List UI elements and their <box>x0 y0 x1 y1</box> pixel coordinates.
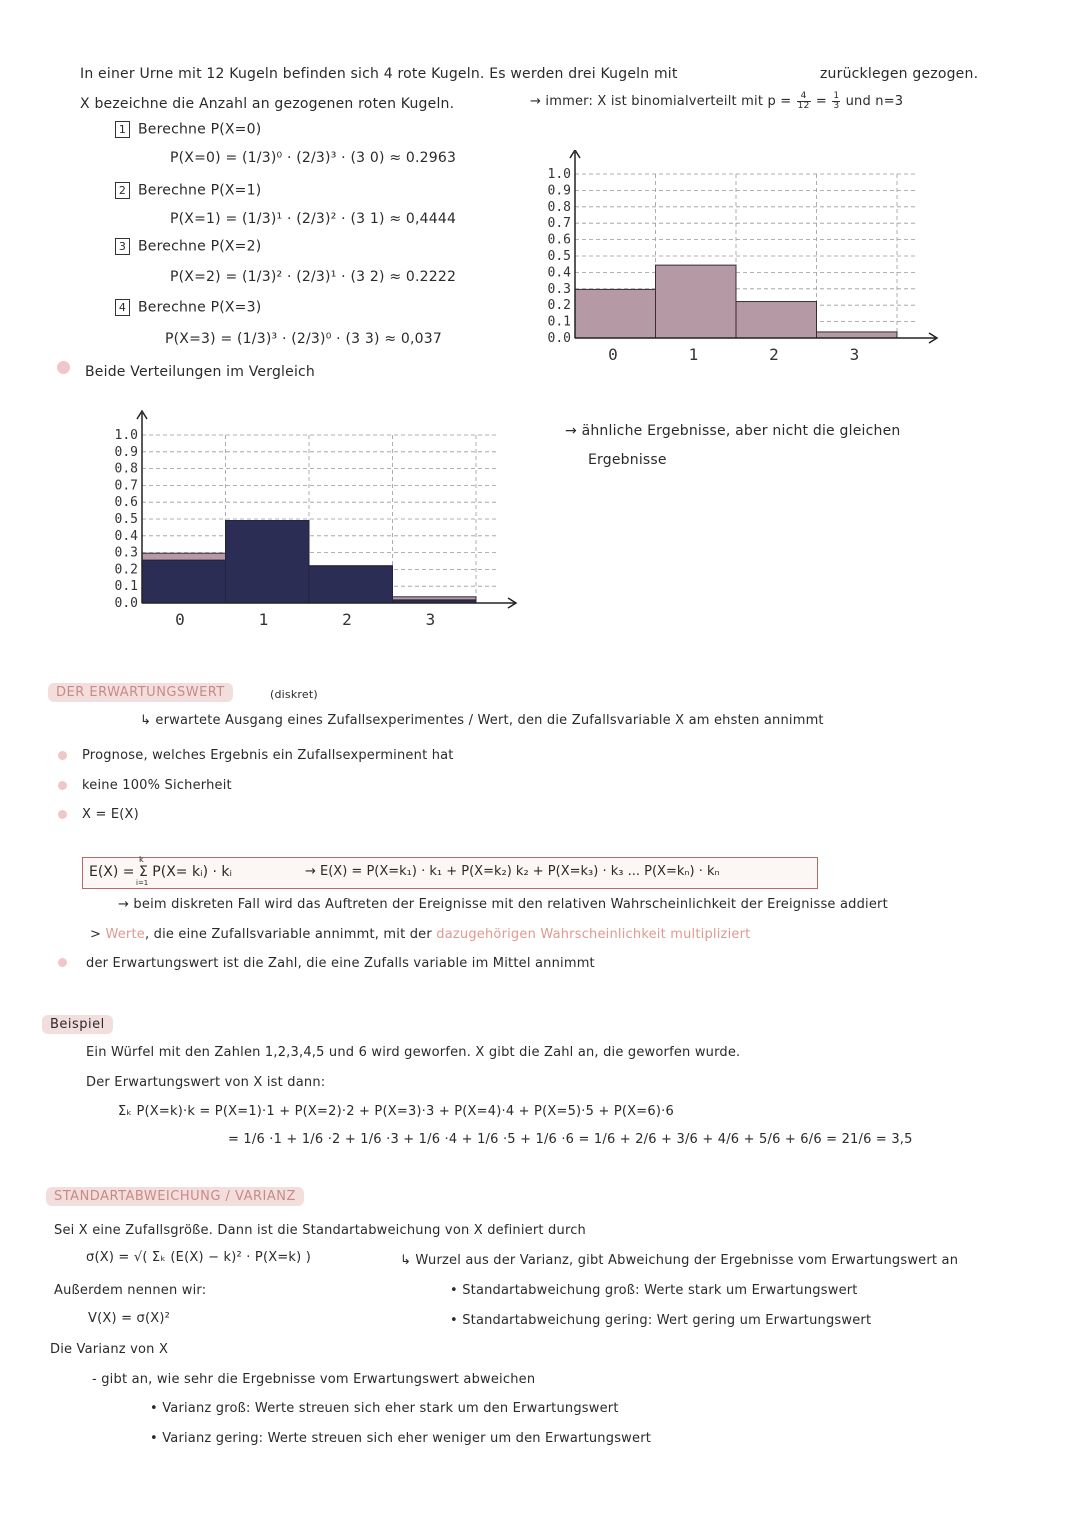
expectation-tag-note: (diskret) <box>270 688 318 701</box>
task-4-number: 4 <box>115 299 130 316</box>
x-tick-label: 0 <box>608 345 618 364</box>
expectation-definition: ↳ erwartete Ausgang eines Zufallsexperimentes / Wert, den die Zufallsvariable X am ehsten annimmt <box>140 713 824 728</box>
x-tick-label: 2 <box>342 610 352 629</box>
example-line-1: Ein Würfel mit den Zahlen 1,2,3,4,5 und 6 wird geworfen. X gibt die Zahl an, die geworfen wurde. <box>86 1045 741 1060</box>
intro-note-end: und n=3 <box>845 94 904 109</box>
y-tick-label: 0.8 <box>114 461 138 477</box>
x-tick-label: 3 <box>425 610 436 629</box>
variance-line-1: - gibt an, wie sehr die Ergebnisse vom Erwartungswert abweichen <box>92 1372 536 1387</box>
bullet-dot <box>58 810 67 819</box>
distribution-comparison-chart <box>110 400 530 630</box>
example-line-2: Der Erwartungswert von X ist dann: <box>86 1075 326 1090</box>
std-also: Außerdem nennen wir: <box>54 1283 207 1298</box>
task-4-calc: P(X=3) = (1/3)³ · (2/3)⁰ · (3 3) ≈ 0,037 <box>165 331 442 347</box>
y-tick-label: 0.0 <box>547 331 571 346</box>
std-note: ↳ Wurzel aus der Varianz, gibt Abweichung der Ergebnisse vom Erwartungswert an <box>400 1253 959 1268</box>
y-tick-label: 0.3 <box>114 545 138 561</box>
p-simplified-fraction: $\frac{1}{3}$ <box>833 91 840 111</box>
y-tick-label: 0.1 <box>114 579 138 595</box>
compare-note-1: → ähnliche Ergebnisse, aber nicht die gleichen <box>565 423 901 439</box>
x-tick-label: 0 <box>175 610 185 629</box>
intro-line-2: X bezeichne die Anzahl an gezogenen roten Kugeln. <box>80 96 455 112</box>
expectation-formula-left: E(X) = Σ P(X= kᵢ) · kᵢ <box>89 864 232 880</box>
sum-lower-limit: i=1 <box>136 879 149 887</box>
p-fraction: $\frac{4}{12}$ <box>797 91 810 111</box>
y-tick-label: 0.9 <box>114 444 138 460</box>
x-tick-label: 1 <box>258 610 269 629</box>
x-tick-label: 3 <box>849 345 860 364</box>
intro-note-text: → immer: X ist binomialverteilt mit p = <box>530 94 792 109</box>
variance-line-3: • Varianz gering: Werte streuen sich eher weniger um den Erwartungswert <box>150 1431 652 1446</box>
std-formula: σ(X) = √( Σₖ (E(X) − k)² · P(X=k) ) <box>86 1250 312 1265</box>
y-tick-label: 0.4 <box>547 265 571 281</box>
y-tick-label: 0.2 <box>114 562 138 578</box>
y-tick-label: 0.5 <box>547 249 571 264</box>
task-2-label: 2 Berechne P(X=1) <box>115 182 261 199</box>
task-3-result: ≈ 0.2222 <box>389 269 457 285</box>
expectation-note-values: Werte <box>105 927 145 942</box>
y-tick-label: 0.6 <box>114 495 138 511</box>
expectation-note-3: der Erwartungswert ist die Zahl, die eine Zufalls variable im Mittel annimmt <box>86 956 595 971</box>
expectation-bullet-2: keine 100% Sicherheit <box>82 778 232 793</box>
bar <box>142 560 226 603</box>
variance-line-2: • Varianz groß: Werte streuen sich eher stark um den Erwartungswert <box>150 1401 619 1416</box>
intro-line-1-end: zurücklegen gezogen. <box>820 66 979 82</box>
bullet-dot <box>58 781 67 790</box>
variance-formula: V(X) = σ(X)² <box>88 1311 170 1326</box>
task-1-result: ≈ 0.2963 <box>389 150 457 166</box>
y-tick-label: 0.5 <box>114 512 138 527</box>
y-tick-label: 0.4 <box>114 528 138 544</box>
bullet-dot <box>58 751 67 760</box>
expectation-note-probability: dazugehörigen Wahrscheinlichkeit multipliziert <box>436 927 751 942</box>
task-2-number: 2 <box>115 182 130 199</box>
bar <box>736 302 817 338</box>
variance-heading: Die Varianz von X <box>50 1342 169 1357</box>
y-tick-label: 0.1 <box>547 314 571 330</box>
x-tick-label: 1 <box>688 345 699 364</box>
sum-upper-limit: k <box>139 855 144 864</box>
expectation-tag: DER ERWARTUNGSWERT <box>48 683 233 702</box>
y-tick-label: 1.0 <box>547 167 571 182</box>
std-bullet-2: • Standartabweichung gering: Wert gering um Erwartungswert <box>450 1313 872 1328</box>
compare-note-2: Ergebnisse <box>588 452 667 468</box>
example-line-3: Σₖ P(X=k)·k = P(X=1)·1 + P(X=2)·2 + P(X=3)·3 + P(X=4)·4 + P(X=5)·5 + P(X=6)·6 <box>118 1104 674 1119</box>
task-4-label: 4 Berechne P(X=3) <box>115 299 261 316</box>
bar <box>575 289 656 338</box>
y-tick-label: 0.3 <box>547 281 571 297</box>
bullet-dot <box>58 958 67 967</box>
binomial-distribution-chart <box>530 150 950 370</box>
y-tick-label: 0.9 <box>547 183 571 199</box>
bar <box>226 521 310 603</box>
y-tick-label: 0.2 <box>547 298 571 314</box>
intro-line-1: In einer Urne mit 12 Kugeln befinden sich 4 rote Kugeln. Es werden drei Kugeln mit <box>80 66 678 82</box>
expectation-bullet-3: X = E(X) <box>82 807 139 822</box>
y-tick-label: 0.6 <box>547 232 571 248</box>
y-tick-label: 0.7 <box>114 478 138 494</box>
std-bullet-1: • Standartabweichung groß: Werte stark um Erwartungswert <box>450 1283 858 1298</box>
y-tick-label: 1.0 <box>114 428 138 443</box>
task-4-result: ≈ 0,037 <box>384 331 442 347</box>
x-tick-label: 2 <box>769 345 779 364</box>
y-tick-label: 0.7 <box>547 216 571 232</box>
example-tag: Beispiel <box>42 1015 113 1034</box>
bar <box>656 265 737 338</box>
expectation-note-1: → beim diskreten Fall wird das Auftreten der Ereignisse mit den relativen Wahrscheinlichkeit der Ereignisse addiert <box>118 897 888 912</box>
intro-note <box>530 92 903 111</box>
compare-heading: Beide Verteilungen im Vergleich <box>85 364 316 380</box>
task-3-number: 3 <box>115 238 130 255</box>
intro-note-eq: = <box>815 94 827 109</box>
task-3-calc: P(X=2) = (1/3)² · (2/3)¹ · (3 2) ≈ 0.2222 <box>170 269 457 285</box>
expectation-formula-right: → E(X) = P(X=k₁) · k₁ + P(X=k₂) k₂ + P(X=k₃) · k₃ ... P(X=kₙ) · kₙ <box>305 864 720 879</box>
task-3-label: 3 Berechne P(X=2) <box>115 238 261 255</box>
task-2-result: ≈ 0,4444 <box>389 211 457 227</box>
expectation-bullet-1: Prognose, welches Ergebnis ein Zufallsexperminent hat <box>82 748 454 763</box>
example-line-4: = 1/6 ·1 + 1/6 ·2 + 1/6 ·3 + 1/6 ·4 + 1/6 ·5 + 1/6 ·6 = 1/6 + 2/6 + 3/6 + 4/6 + 5/6 + 6/6 = 21/6 = 3,5 <box>228 1132 913 1147</box>
bar <box>817 332 898 338</box>
std-line-1: Sei X eine Zufallsgröße. Dann ist die Standartabweichung von X definiert durch <box>54 1223 586 1238</box>
task-2-calc: P(X=1) = (1/3)¹ · (2/3)² · (3 1) ≈ 0,4444 <box>170 211 457 227</box>
y-tick-label: 0.0 <box>114 596 138 611</box>
expectation-formula-box <box>82 857 818 889</box>
task-1-label: 1 Berechne P(X=0) <box>115 121 261 138</box>
bullet-dot <box>57 361 70 374</box>
bar <box>309 566 393 603</box>
task-1-calc: P(X=0) = (1/3)⁰ · (2/3)³ · (3 0) ≈ 0.2963 <box>170 150 457 166</box>
expectation-note-2: > Werte, die eine Zufallsvariable annimmt, mit der dazugehörigen Wahrscheinlichkeit multipliziert <box>90 927 751 942</box>
std-tag: STANDARTABWEICHUNG / VARIANZ <box>46 1187 304 1206</box>
task-1-number: 1 <box>115 121 130 138</box>
y-tick-label: 0.8 <box>547 199 571 215</box>
